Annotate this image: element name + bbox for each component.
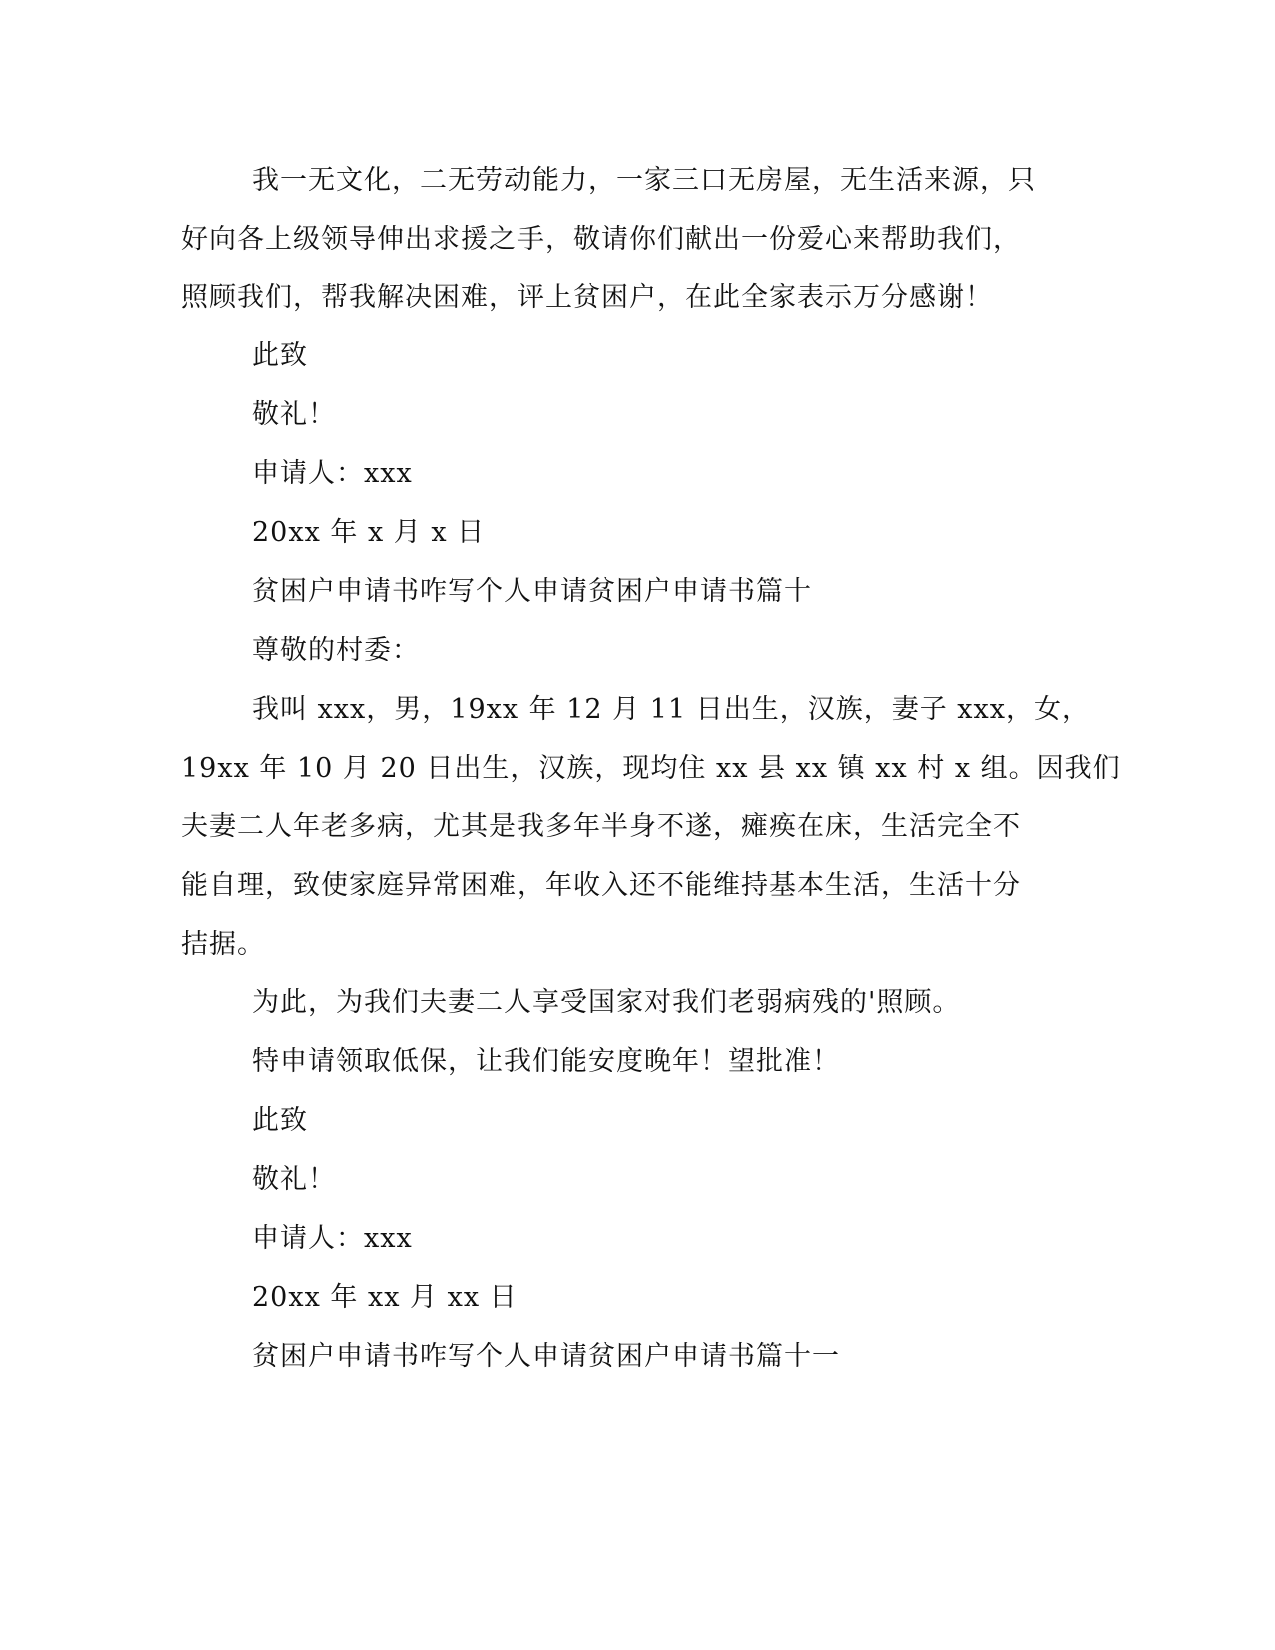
applicant-line: 申请人：xxx (252, 1223, 413, 1254)
section-heading: 贫困户申请书咋写个人申请贫困户申请书篇十 (252, 576, 812, 607)
date-line: 20xx 年 xx 月 xx 日 (252, 1282, 518, 1313)
addressee: 尊敬的村委： (252, 635, 420, 666)
paragraph-line: 19xx 年 10 月 20 日出生，汉族，现均住 xx 县 xx 镇 xx 村 x 组。因我们 (181, 753, 1121, 784)
paragraph-line: 为此，为我们夫妻二人享受国家对我们老弱病残的'照顾。 (252, 987, 961, 1018)
paragraph-line: 照顾我们，帮我解决困难，评上贫困户，在此全家表示万分感谢！ (181, 282, 993, 313)
closing-salutation: 此致 (252, 1105, 308, 1136)
paragraph-line: 特申请领取低保，让我们能安度晚年！望批准！ (252, 1046, 840, 1077)
paragraph-line: 我叫 xxx，男，19xx 年 12 月 11 日出生，汉族，妻子 xxx，女， (252, 694, 1090, 725)
closing-respect: 敬礼！ (252, 399, 336, 430)
applicant-line: 申请人：xxx (252, 458, 413, 489)
closing-respect: 敬礼！ (252, 1164, 336, 1195)
paragraph-line: 夫妻二人年老多病，尤其是我多年半身不遂，瘫痪在床，生活完全不 (181, 811, 1021, 842)
paragraph-line: 能自理，致使家庭异常困难，年收入还不能维持基本生活，生活十分 (181, 870, 1021, 901)
paragraph-line: 我一无文化，二无劳动能力，一家三口无房屋，无生活来源，只 (252, 165, 1036, 196)
section-heading: 贫困户申请书咋写个人申请贫困户申请书篇十一 (252, 1341, 840, 1372)
date-line: 20xx 年 x 月 x 日 (252, 517, 486, 548)
closing-salutation: 此致 (252, 340, 308, 371)
paragraph-line: 好向各上级领导伸出求援之手，敬请你们献出一份爱心来帮助我们， (181, 224, 1021, 255)
paragraph-line: 拮据。 (181, 929, 265, 960)
